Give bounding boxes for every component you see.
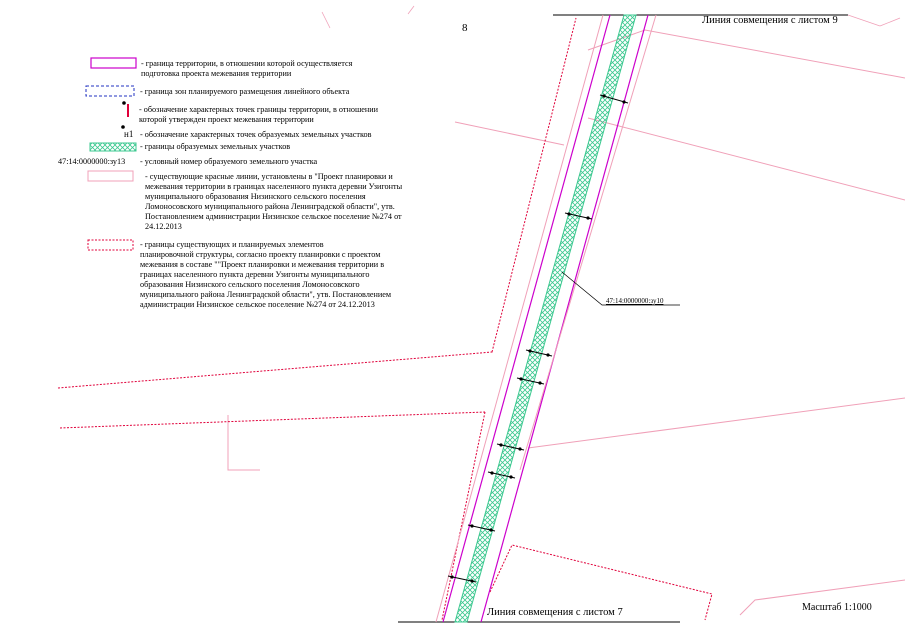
boundary-line: [322, 12, 330, 28]
legend-text-zone-boundary: - граница зон планируемого размещения линейного объекта: [140, 87, 350, 96]
legend-text-parcel-hatch: - границы образуемых земельных участков: [140, 142, 291, 151]
legend-text-red-point: - обозначение характерных точек границы территории, в отношении которой утвержден проект межевания территории: [139, 105, 379, 124]
planning-element-boundary: [60, 412, 485, 428]
boundary-line: [880, 18, 900, 26]
legend-text-characteristic-point: - обозначение характерных точек образуемых земельных участков: [140, 130, 372, 139]
legend-symbol-red-line: [88, 171, 133, 181]
territory-boundary-right: [481, 15, 648, 622]
planning-element-boundary: [442, 412, 485, 620]
red-line-existing: [588, 118, 905, 200]
legend-text-red-line: - существующие красные линии, установлены в "Проект планировки и межевания территории в границах населенного пункта деревни Узигонты муниципального образования Низинского сельского поселения Ломоносовского муниципального района Ленинградской области", утв. Постановлением администрации Низинское сельское поселение №274 от 24.12.2013: [145, 172, 403, 231]
legend-symbol-territory-boundary: [91, 58, 136, 68]
legend-text-planning-element: - границы существующих и планируемых элементов планировочной структуры, согласно проекту планировки с проектом межевания в составе ""Проект планировки и межевания территории в границах населенного пункта деревни Узигонты муниципального образования Низинского сельского поселения Ломоносовского муниципального района Ленинградской области", утв. Постановлением администрации Низинское сельское поселение №274 от 24.12.2013: [140, 240, 392, 309]
legend-symbol-parcel-hatch: [90, 143, 136, 151]
joint-label-top: Линия совмещения с листом 9: [702, 15, 838, 26]
legend-symbol-point-label: н1: [124, 129, 134, 139]
legend-text-territory-boundary: - граница территории, в отношении которой осуществляется подготовка проекта межевания территории: [141, 59, 353, 78]
red-line-existing: [528, 398, 905, 448]
legend-symbol-red-point-dot: [122, 101, 126, 105]
red-line-existing: [588, 30, 905, 78]
territory-boundary-left: [443, 15, 610, 622]
red-line-corridor-left: [436, 15, 603, 622]
red-line-existing: [455, 122, 564, 145]
parcel-hatch-band: [455, 15, 636, 622]
legend-symbol-zone-boundary: [86, 86, 134, 96]
sheet-number: 8: [462, 22, 468, 34]
boundary-line: [408, 6, 414, 14]
legend-symbol-parcel-number: 47:14:0000000:зу13: [58, 157, 126, 166]
boundary-line: [848, 15, 880, 26]
legend-text-parcel-number: - условный номер образуемого земельного участка: [140, 157, 318, 166]
planning-element-boundary: [58, 352, 494, 388]
legend-symbol-planning-element: [88, 240, 133, 250]
parcel-number-label: 47:14:0000000:зу10: [606, 297, 664, 305]
red-line-existing: [228, 415, 260, 470]
joint-label-bottom: Линия совмещения с листом 7: [487, 607, 623, 618]
scale-label: Масштаб 1:1000: [802, 602, 872, 613]
